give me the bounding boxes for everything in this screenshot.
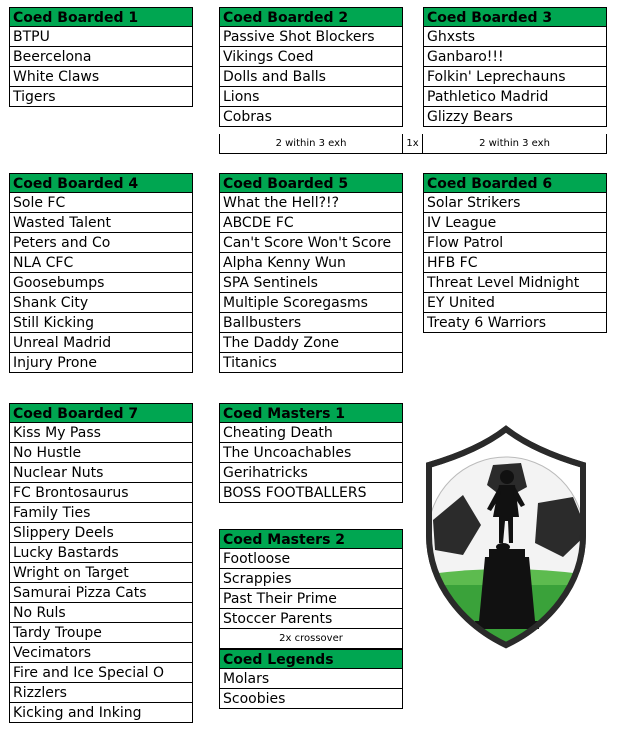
team-row: Vecimators (9, 643, 193, 663)
team-row: The Daddy Zone (219, 333, 403, 353)
team-row: Tardy Troupe (9, 623, 193, 643)
team-row: Ganbaro!!! (423, 47, 607, 67)
group-coed-boarded-3 (423, 7, 607, 127)
team-row: Stoccer Parents (219, 609, 403, 629)
team-row: Lucky Bastards (9, 543, 193, 563)
team-row: Solar Strikers (423, 193, 607, 213)
team-row: Peters and Co (9, 233, 193, 253)
team-row: Cheating Death (219, 423, 403, 443)
group-coed-boarded-4 (9, 173, 193, 373)
team-row: Goosebumps (9, 273, 193, 293)
team-row: Past Their Prime (219, 589, 403, 609)
team-row: NLA CFC (9, 253, 193, 273)
team-row: Scoobies (219, 689, 403, 709)
team-row: Lions (219, 87, 403, 107)
team-row: Beercelona (9, 47, 193, 67)
group-header: Coed Boarded 1 (9, 7, 193, 27)
team-row: Ballbusters (219, 313, 403, 333)
group-coed-boarded-6 (423, 173, 607, 333)
team-row: Alpha Kenny Wun (219, 253, 403, 273)
group-header-legends: Coed Legends (219, 649, 403, 669)
team-row: What the Hell?!? (219, 193, 403, 213)
team-row: IV League (423, 213, 607, 233)
group-coed-boarded-2 (219, 7, 403, 127)
group-coed-masters-2 (219, 529, 403, 709)
group-header: Coed Boarded 4 (9, 173, 193, 193)
team-row: Nuclear Nuts (9, 463, 193, 483)
team-row: Vikings Coed (219, 47, 403, 67)
team-row: No Hustle (9, 443, 193, 463)
team-row: Sole FC (9, 193, 193, 213)
team-row: Titanics (219, 353, 403, 373)
team-row: Molars (219, 669, 403, 689)
team-row: EY United (423, 293, 607, 313)
crossover-note: 2x crossover (219, 629, 403, 649)
group-header: Coed Boarded 7 (9, 403, 193, 423)
team-row: Passive Shot Blockers (219, 27, 403, 47)
team-row: Dolls and Balls (219, 67, 403, 87)
group-header: Coed Boarded 3 (423, 7, 607, 27)
team-row: Multiple Scoregasms (219, 293, 403, 313)
team-row: Wright on Target (9, 563, 193, 583)
note-left: 2 within 3 exh (219, 134, 403, 154)
team-row: Kiss My Pass (9, 423, 193, 443)
team-row: Flow Patrol (423, 233, 607, 253)
team-row: Glizzy Bears (423, 107, 607, 127)
team-row: BTPU (9, 27, 193, 47)
team-row: Rizzlers (9, 683, 193, 703)
group-header: Coed Masters 2 (219, 529, 403, 549)
team-row: Threat Level Midnight (423, 273, 607, 293)
team-row: Kicking and Inking (9, 703, 193, 723)
group-header: Coed Boarded 2 (219, 7, 403, 27)
team-row: BOSS FOOTBALLERS (219, 483, 403, 503)
team-row: Pathletico Madrid (423, 87, 607, 107)
team-row: Can't Score Won't Score (219, 233, 403, 253)
team-row: Footloose (219, 549, 403, 569)
team-row: Samurai Pizza Cats (9, 583, 193, 603)
group-header: Coed Boarded 5 (219, 173, 403, 193)
team-row: Shank City (9, 293, 193, 313)
note-mid: 1x (403, 134, 423, 154)
soccer-shield-crest-icon (423, 425, 589, 649)
team-row: Slippery Deels (9, 523, 193, 543)
team-row: HFB FC (423, 253, 607, 273)
group-header: Coed Boarded 6 (423, 173, 607, 193)
team-row: ABCDE FC (219, 213, 403, 233)
team-row: Family Ties (9, 503, 193, 523)
team-row: Wasted Talent (9, 213, 193, 233)
team-row: Gerihatricks (219, 463, 403, 483)
team-row: FC Brontosaurus (9, 483, 193, 503)
group-coed-masters-1 (219, 403, 403, 503)
team-row: Still Kicking (9, 313, 193, 333)
group-header: Coed Masters 1 (219, 403, 403, 423)
team-row: Ghxsts (423, 27, 607, 47)
team-row: Cobras (219, 107, 403, 127)
group-coed-boarded-7 (9, 403, 193, 723)
group-coed-boarded-5 (219, 173, 403, 373)
team-row: Unreal Madrid (9, 333, 193, 353)
team-row: Treaty 6 Warriors (423, 313, 607, 333)
crossover-note-row (219, 134, 607, 154)
group-coed-boarded-1 (9, 7, 193, 107)
team-row: SPA Sentinels (219, 273, 403, 293)
note-right: 2 within 3 exh (423, 134, 607, 154)
team-row: Tigers (9, 87, 193, 107)
team-row: Fire and Ice Special O (9, 663, 193, 683)
team-row: No Ruls (9, 603, 193, 623)
team-row: Injury Prone (9, 353, 193, 373)
team-row: Scrappies (219, 569, 403, 589)
team-row: White Claws (9, 67, 193, 87)
team-row: Folkin' Leprechauns (423, 67, 607, 87)
team-row: The Uncoachables (219, 443, 403, 463)
